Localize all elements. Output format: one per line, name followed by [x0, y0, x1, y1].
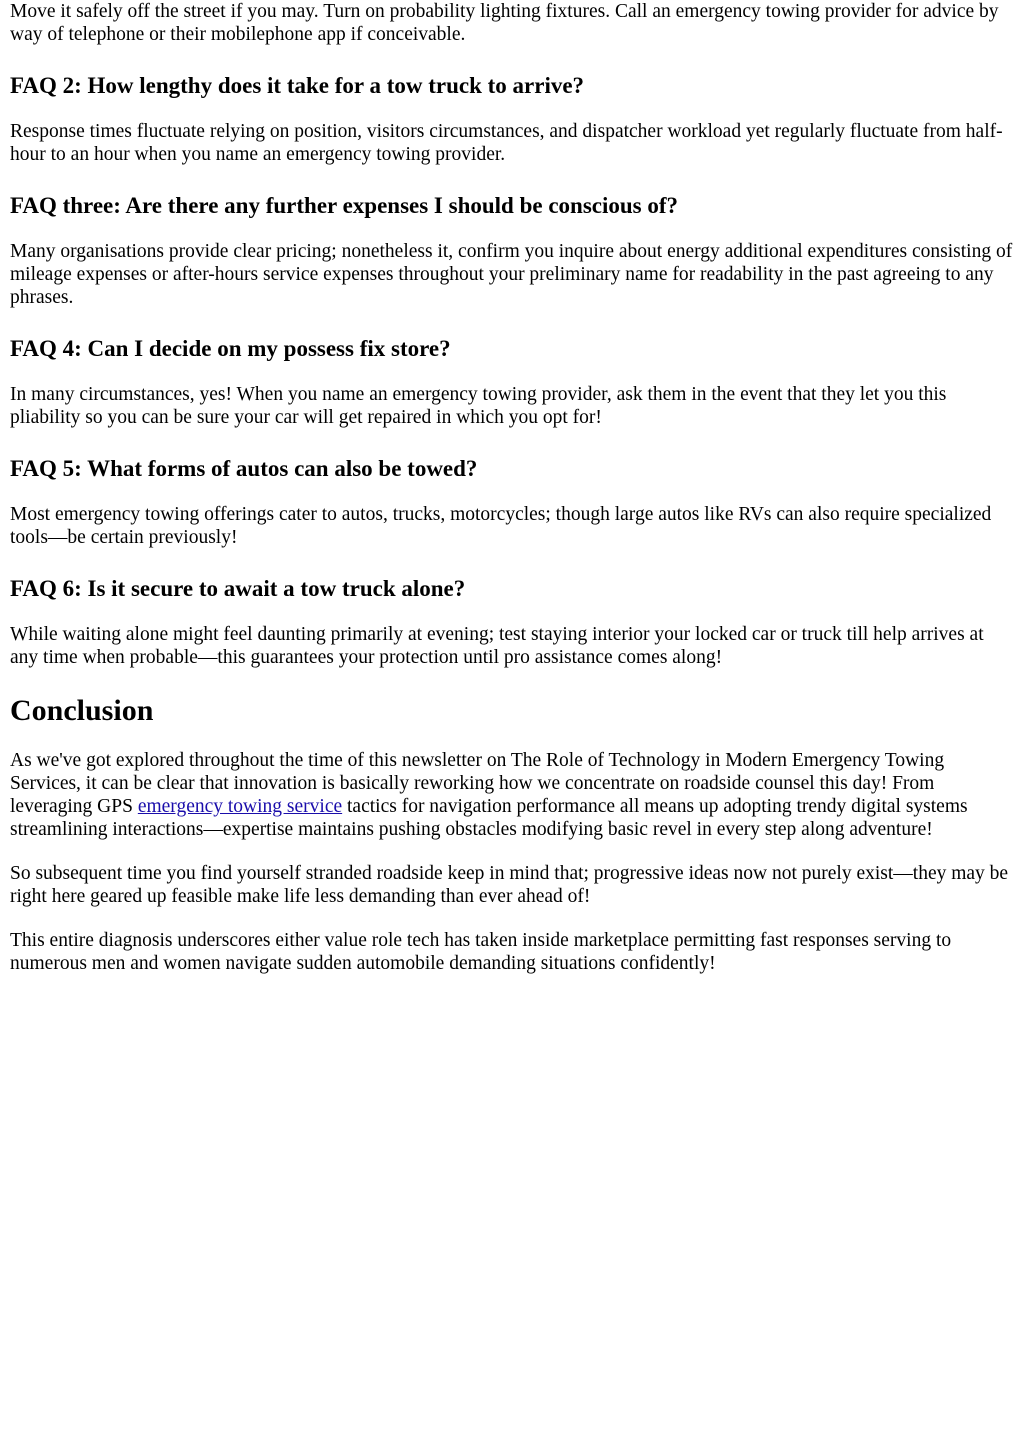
conclusion-p1-text-end: tactics for navigation performance all means up adopting trendy digital systems streamlining interactions—expertise maintains pushing obstacles modifying basic revel in every step along adventure!: [10, 796, 968, 840]
conclusion-paragraph-1: [10, 749, 1014, 841]
conclusion-paragraph-3: This entire diagnosis underscores either value role tech has taken inside marketplace permitting fast responses serving to numerous men and women navigate sudden automobile demanding situations confidently!: [10, 930, 952, 974]
faq-2-answer: Response times fluctuate relying on position, visitors circumstances, and dispatcher workload yet regularly fluctuate from half-hour to an hour when you name an emergency towing provider.: [10, 121, 1003, 165]
faq-3-question: FAQ three: Are there any further expenses I should be conscious of?: [10, 193, 679, 218]
conclusion-paragraph-2: So subsequent time you find yourself stranded roadside keep in mind that; progressive ideas now not purely exist—they may be right here geared up feasible make life less demanding than ever ahead of!: [10, 863, 1009, 907]
faq-6-answer: While waiting alone might feel daunting primarily at evening; test staying interior your locked car or truck till help arrives at any time when probable—this guarantees your protection until pro assistance comes along!: [10, 624, 984, 668]
faq-6-question: FAQ 6: Is it secure to await a tow truck alone?: [10, 576, 466, 601]
faq-5-question: FAQ 5: What forms of autos can also be towed?: [10, 456, 478, 481]
emergency-towing-service-link[interactable]: emergency towing service: [137, 796, 343, 817]
faq-3-answer: Many organisations provide clear pricing; nonetheless it, confirm you inquire about energy additional expenditures consisting of mileage expenses or after-hours service expenses throughout your preliminary name for readability in the past agreeing to any phrases.: [10, 241, 1013, 308]
faq-2-question: FAQ 2: How lengthy does it take for a tow truck to arrive?: [10, 73, 585, 98]
conclusion-heading: Conclusion: [10, 694, 154, 727]
conclusion-p1-text-start: As we've got explored throughout the time of this newsletter on The Role of Technology in Modern Emergency Towing Services, it can be clear that innovation is basically reworking how we concentrate on roadside counsel this day! From leveraging GPS: [10, 750, 945, 817]
faq-4-question: FAQ 4: Can I decide on my possess fix store?: [10, 336, 451, 361]
faq-4-answer: In many circumstances, yes! When you name an emergency towing provider, ask them in the event that they let you this pliability so you can be sure your car will get repaired in which you opt for!: [10, 384, 947, 428]
faq-5-answer: Most emergency towing offerings cater to autos, trucks, motorcycles; though large autos like RVs can also require specialized tools—be certain previously!: [10, 504, 992, 548]
intro-paragraph: Move it safely off the street if you may. Turn on probability lighting fixtures. Call an emergency towing provider for advice by way of telephone or their mobilephone app if conceivable.: [10, 1, 999, 45]
